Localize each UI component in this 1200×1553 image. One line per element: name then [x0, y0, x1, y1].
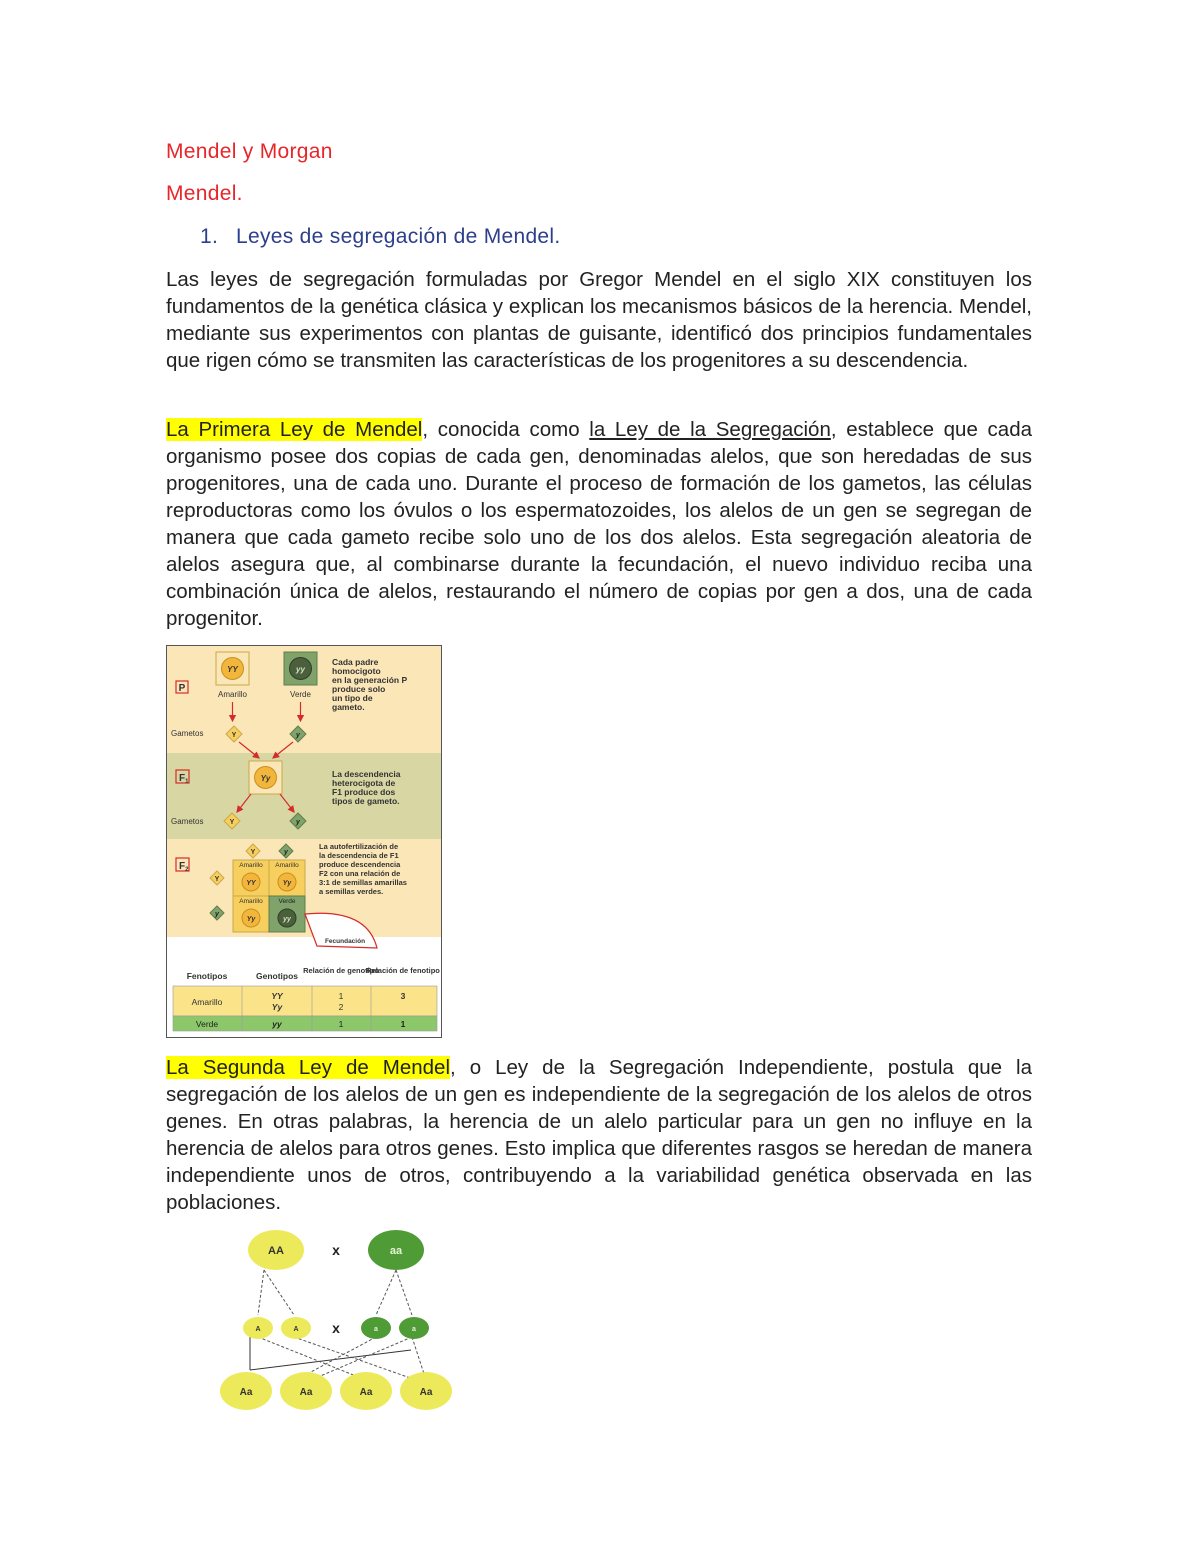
connector-line: [258, 1270, 264, 1315]
f1-label: $F_1$: [179, 773, 189, 785]
offspring-label: Aa: [359, 1387, 373, 1398]
first-law-figure: [166, 645, 442, 1038]
offspring-label: Aa: [239, 1387, 253, 1398]
table-cell: Amarillo: [191, 997, 223, 1007]
segregation-law-underlined: la Ley de la Segregación: [589, 418, 831, 441]
punnett-label: Verde: [278, 898, 296, 905]
f1-description: La descendencia heterocigota de F1 produce dos tipos de gameto.: [332, 769, 401, 806]
first-law-text-b: , establece que cada organismo posee dos copias de cada gen, denominadas alelos, que son heredadas de sus progenitores, una de cada uno. Durante el proceso de formación de los gametos, las células reproductoras como los óvulos o los espermatozoides, los alelos de un gen se segregan de manera que cada gameto recibe solo uno de los dos alelos. Esta segregación aleatoria de alelos asegura que, al combinarse durante la fecundación, el nuevo individuo reciba una combinación única de alelos, restaurando el número de copias por gen a dos, una de cada progenitor.: [166, 418, 1032, 630]
first-law-text-a: , conocida como: [422, 418, 590, 441]
punnett-label: Amarillo: [275, 862, 299, 869]
f2-label: $F_2$: [179, 861, 189, 873]
connector-line: [396, 1270, 412, 1315]
connector-line: [250, 1350, 411, 1370]
gamete-a-label: a: [412, 1326, 416, 1333]
table-cell: 1: [338, 1019, 344, 1029]
f1-genotype: Yy: [260, 774, 271, 783]
cross-diagram: [216, 1225, 456, 1420]
table-cell: yy: [272, 1019, 282, 1029]
yy-recessive-label: yy: [296, 665, 305, 674]
heading-number: 1.: [200, 225, 219, 248]
table-cell: YY: [271, 991, 283, 1001]
genotype-label: yy: [283, 916, 291, 923]
fertilization-label: Fecundación: [324, 938, 366, 945]
table-header: Fenotipos: [186, 971, 228, 981]
table-header: Relación de genotipo: [303, 966, 379, 975]
numbered-heading: [200, 225, 561, 249]
gamete-y-label: y: [215, 911, 219, 918]
genotype-label: Yy: [282, 880, 292, 887]
p-label: P: [178, 683, 186, 694]
amarillo-label: Amarillo: [218, 690, 247, 699]
first-law-highlight: La Primera Ley de Mendel: [166, 418, 423, 441]
second-law-highlight: La Segunda Ley de Mendel: [166, 1056, 450, 1079]
connector-line: [264, 1270, 294, 1315]
gamete-A-label: A: [293, 1326, 299, 1333]
section-title: Mendel.: [166, 182, 243, 205]
gamete-Y-label: Y: [229, 819, 235, 826]
table-header: Genotipos: [255, 971, 299, 981]
punnett-label: Amarillo: [239, 862, 263, 869]
f1-band: [167, 753, 441, 839]
gamete-y-label: y: [284, 849, 288, 856]
offspring-label: Aa: [419, 1387, 433, 1398]
gamete-y-label: y: [296, 819, 300, 826]
p-description: Cada padre homocigoto en la generación P produce solo un tipo de gameto.: [332, 657, 407, 712]
table-cell: 1: [338, 991, 344, 1001]
first-law-paragraph: [166, 416, 1032, 632]
second-law-paragraph: [166, 1054, 1032, 1216]
document-title: Mendel y Morgan: [166, 140, 333, 163]
punnett-label: Amarillo: [239, 898, 263, 905]
cross-symbol: x: [332, 1320, 340, 1336]
verde-label: Verde: [290, 690, 311, 699]
gamete-y-label: y: [296, 732, 300, 739]
connector-line: [376, 1270, 396, 1315]
gamete-A-label: A: [255, 1326, 261, 1333]
table-cell: 1: [400, 1019, 406, 1029]
offspring-label: Aa: [299, 1387, 313, 1398]
gamete-Y-label: Y: [250, 849, 256, 856]
yy-dominant-label: YY: [227, 665, 238, 674]
intro-paragraph: Las leyes de segregación formuladas por Gregor Mendel en el siglo XIX constituyen los fundamentos de la genética clásica y explican los mecanismos básicos de la herencia. Mendel, mediante sus experimentos con plantas de guisante, identificó dos principios fundamentales que rigen cómo se transmiten las características de los progenitores a su descendencia.: [166, 268, 1032, 372]
genotype-label: YY: [246, 880, 256, 887]
parent-aa-label: aa: [389, 1245, 403, 1257]
gametos-label: Gametos: [171, 729, 204, 738]
parent-AA-label: AA: [268, 1245, 284, 1257]
f2-description: La autofertilización de la descendencia de F1 produce descendencia F2 con una relación de 3:1 de semillas amarillas a semillas verdes.: [319, 842, 407, 896]
gamete-Y-label: Y: [214, 876, 220, 883]
first-law-diagram: [167, 646, 441, 1037]
table-header: Relación de fenotipo: [366, 966, 440, 975]
table-cell: 3: [400, 991, 406, 1001]
gametos-label: Gametos: [171, 817, 204, 826]
table-cell: Verde: [195, 1019, 219, 1029]
cross-symbol: x: [332, 1242, 340, 1258]
gamete-a-label: a: [374, 1326, 378, 1333]
second-law-text: , o Ley de la Segregación Independiente, postula que la segregación de los alelos de un gen es independiente de la segregación de los alelos de otros genes. En otras palabras, la herencia de un alelo particular para un gen no influye en la herencia de alelos para otros genes. Esto implica que diferentes rasgos se heredan de manera independiente unos de otros, contribuyendo a la variabilidad genética observada en las poblaciones.: [166, 1056, 1032, 1214]
table-cell: Yy: [271, 1002, 283, 1012]
genotype-label: Yy: [246, 916, 256, 923]
cross-figure: [216, 1225, 456, 1420]
table-cell: 2: [338, 1002, 344, 1012]
gamete-Y-label: Y: [231, 732, 237, 739]
heading-text: Leyes de segregación de Mendel.: [236, 225, 561, 248]
